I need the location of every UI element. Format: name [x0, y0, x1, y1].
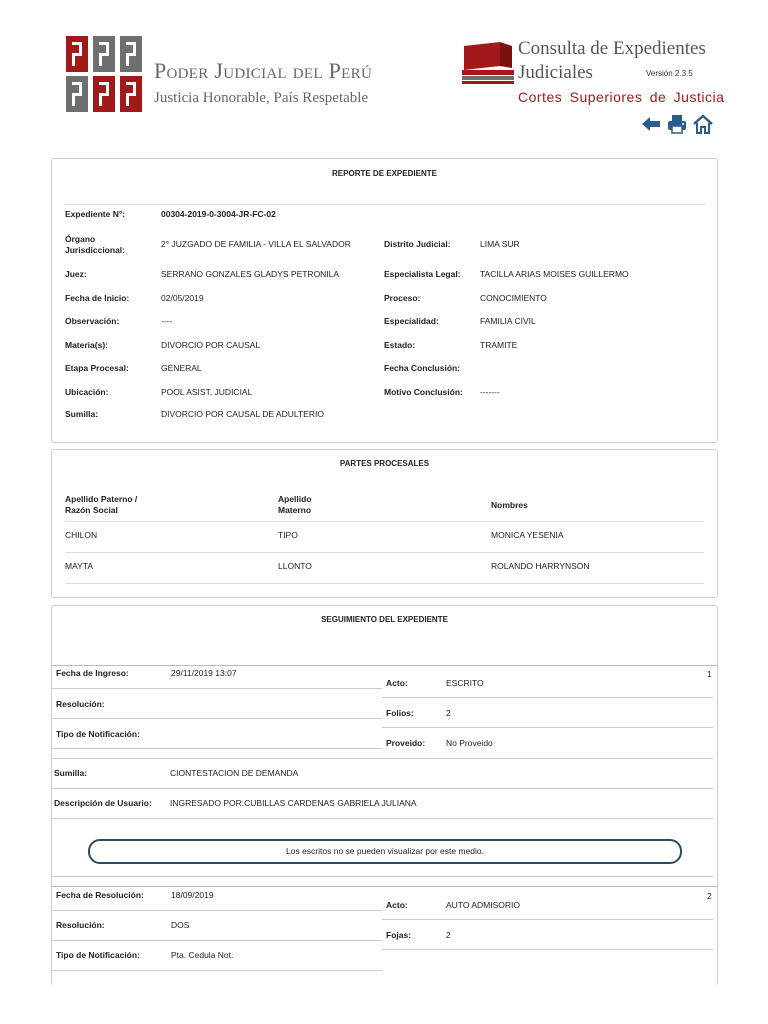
- folios-value: 2: [446, 708, 451, 718]
- estado-value: TRAMITE: [480, 340, 518, 350]
- entry2-tipo-notificacion-label: Tipo de Notificación:: [56, 950, 140, 960]
- col-apellido-materno-line2: Materno: [278, 505, 312, 515]
- underline: [51, 940, 382, 941]
- fecha-ingreso-label: Fecha de Ingreso:: [56, 668, 129, 678]
- acto-label: Acto:: [386, 678, 408, 688]
- underline: [51, 748, 382, 749]
- row-divider: [65, 552, 704, 553]
- observacion-value: ----: [161, 316, 173, 326]
- entry2-acto-value: AUTO ADMISORIO: [446, 900, 520, 910]
- col-apellido-materno: [278, 494, 312, 516]
- back-arrow-icon[interactable]: [640, 113, 662, 135]
- org-title: Poder Judicial del Perú: [154, 58, 373, 83]
- nav-icons: [640, 113, 714, 135]
- folios-label: Folios:: [386, 708, 414, 718]
- fojas-value: 2: [446, 930, 451, 940]
- fecha-ingreso-value: 29/11/2019 13:07: [171, 668, 237, 678]
- entry1-number: 1: [707, 669, 712, 679]
- sumilla-value: DIVORCIO POR CAUSAL DE ADULTERIO: [161, 409, 324, 419]
- escritos-notice: Los escritos no se pueden visualizar por este medio.: [88, 839, 682, 864]
- sumilla-label: Sumilla:: [65, 409, 99, 419]
- cortes-label: Cortes Superiores de Justicia: [518, 89, 725, 105]
- entry2-number: 2: [707, 891, 712, 901]
- ubicacion-label: Ubicación:: [65, 387, 109, 397]
- org-subtitle: Justicia Honorable, País Respetable: [154, 90, 369, 106]
- col-apellido-paterno-line2: Razón Social: [65, 505, 118, 515]
- especialista-label: Especialista Legal:: [384, 269, 461, 279]
- row2-materno: LLONTO: [278, 561, 312, 571]
- reporte-title: REPORTE DE EXPEDIENTE: [332, 169, 437, 178]
- row1-materno: TIPO: [278, 530, 298, 540]
- materia-value: DIVORCIO POR CAUSAL: [161, 340, 261, 350]
- organo-value: 2° JUZGADO DE FAMILIA - VILLA EL SALVADOR: [161, 239, 351, 249]
- col-nombres: Nombres: [491, 500, 528, 510]
- entry2-resolucion-value: DOS: [171, 920, 190, 930]
- entry1-top-border: [51, 665, 718, 666]
- underline: [51, 970, 382, 971]
- underline: [51, 718, 382, 719]
- underline: [51, 688, 382, 689]
- especialidad-label: Especialidad:: [384, 316, 439, 326]
- proveido-value: No Proveido: [446, 738, 493, 748]
- etapa-value: GENERAL: [161, 363, 202, 373]
- fojas-label: Fojas:: [386, 930, 412, 940]
- entry2-resolucion-label: Resolución:: [56, 920, 105, 930]
- table-header-divider: [65, 521, 704, 522]
- fecha-resolucion-value: 18/09/2019: [171, 890, 214, 900]
- organo-label: Órgano Jurisdiccional:: [65, 234, 125, 255]
- divider: [64, 204, 705, 205]
- entry2-tipo-notificacion-value: Pta. Cedula Not.: [171, 950, 234, 960]
- fecha-conclusion-label: Fecha Conclusión:: [384, 363, 461, 373]
- entry1-sumilla-value: CIONTESTACION DE DEMANDA: [170, 768, 299, 778]
- especialidad-value: FAMILIA CIVIL: [480, 316, 536, 326]
- entry2-acto-label: Acto:: [386, 900, 408, 910]
- especialista-value: TACILLA ARIAS MOISES GUILLERMO: [480, 269, 629, 279]
- partes-title: PARTES PROCESALES: [339, 459, 430, 468]
- underline: [382, 697, 713, 698]
- motivo-conclusion-value: -------: [480, 387, 500, 397]
- entry1-sumilla-label: Sumilla:: [54, 768, 88, 778]
- ubicacion-value: POOL ASIST. JUDICIAL: [161, 387, 253, 397]
- proceso-value: CONOCIMIENTO: [480, 293, 547, 303]
- materia-label: Materia(s):: [65, 340, 108, 350]
- underline: [51, 788, 713, 789]
- fecha-inicio-value: 02/05/2019: [161, 293, 204, 303]
- printer-icon[interactable]: [666, 113, 688, 135]
- fecha-resolucion-label: Fecha de Resolución:: [56, 890, 144, 900]
- estado-label: Estado:: [384, 340, 416, 350]
- app-title-2: Judiciales: [518, 62, 593, 83]
- proceso-label: Proceso:: [384, 293, 421, 303]
- juez-label: Juez:: [65, 269, 87, 279]
- tipo-notificacion-label: Tipo de Notificación:: [56, 729, 140, 739]
- seguimiento-title: SEGUIMIENTO DEL EXPEDIENTE: [321, 615, 448, 624]
- page-header: [0, 0, 768, 150]
- underline: [382, 727, 713, 728]
- expediente-value: 00304-2019-0-3004-JR-FC-02: [161, 209, 276, 219]
- resolucion-label: Resolución:: [56, 699, 105, 709]
- descripcion-usuario-label: Descripción de Usuario:: [54, 798, 152, 808]
- row-divider: [65, 583, 704, 584]
- row1-paterno: CHILON: [65, 530, 98, 540]
- row2-paterno: MAYTA: [65, 561, 94, 571]
- distrito-value: LIMA SUR: [480, 239, 520, 249]
- underline: [51, 818, 713, 819]
- app-title: Consulta de Expedientes: [518, 38, 706, 59]
- underline: [51, 758, 713, 759]
- row1-nombres: MONICA YESENIA: [491, 530, 564, 540]
- version-label: Versión 2.3.5: [646, 69, 693, 78]
- descripcion-usuario-value: INGRESADO POR:CUBILLAS CARDENAS GABRIELA JULIANA: [170, 798, 417, 808]
- poder-judicial-logo: [66, 36, 142, 112]
- proveido-label: Proveido:: [386, 738, 426, 748]
- distrito-label: Distrito Judicial:: [384, 239, 451, 249]
- cej-logo: [460, 40, 516, 86]
- underline: [382, 919, 713, 920]
- expediente-label: Expediente N°:: [65, 209, 126, 219]
- col-apellido-materno-line1: Apellido: [278, 494, 312, 504]
- fecha-inicio-label: Fecha de Inicio:: [65, 293, 130, 303]
- observacion-label: Observación:: [65, 316, 120, 326]
- col-apellido-paterno: [65, 494, 137, 516]
- etapa-label: Etapa Procesal:: [65, 363, 129, 373]
- juez-value: SERRANO GONZALES GLADYS PETRONILA: [161, 269, 340, 279]
- row2-nombres: ROLANDO HARRYNSON: [491, 561, 590, 571]
- home-icon[interactable]: [692, 113, 714, 135]
- motivo-conclusion-label: Motivo Conclusión:: [384, 387, 463, 397]
- underline: [382, 949, 713, 950]
- acto-value: ESCRITO: [446, 678, 484, 688]
- underline: [51, 910, 382, 911]
- col-apellido-paterno-line1: Apellido Paterno /: [65, 494, 138, 504]
- underline: [51, 876, 713, 877]
- entry2-top-border: [51, 886, 718, 887]
- seguimiento-panel: [51, 605, 718, 985]
- partes-panel: [51, 449, 718, 598]
